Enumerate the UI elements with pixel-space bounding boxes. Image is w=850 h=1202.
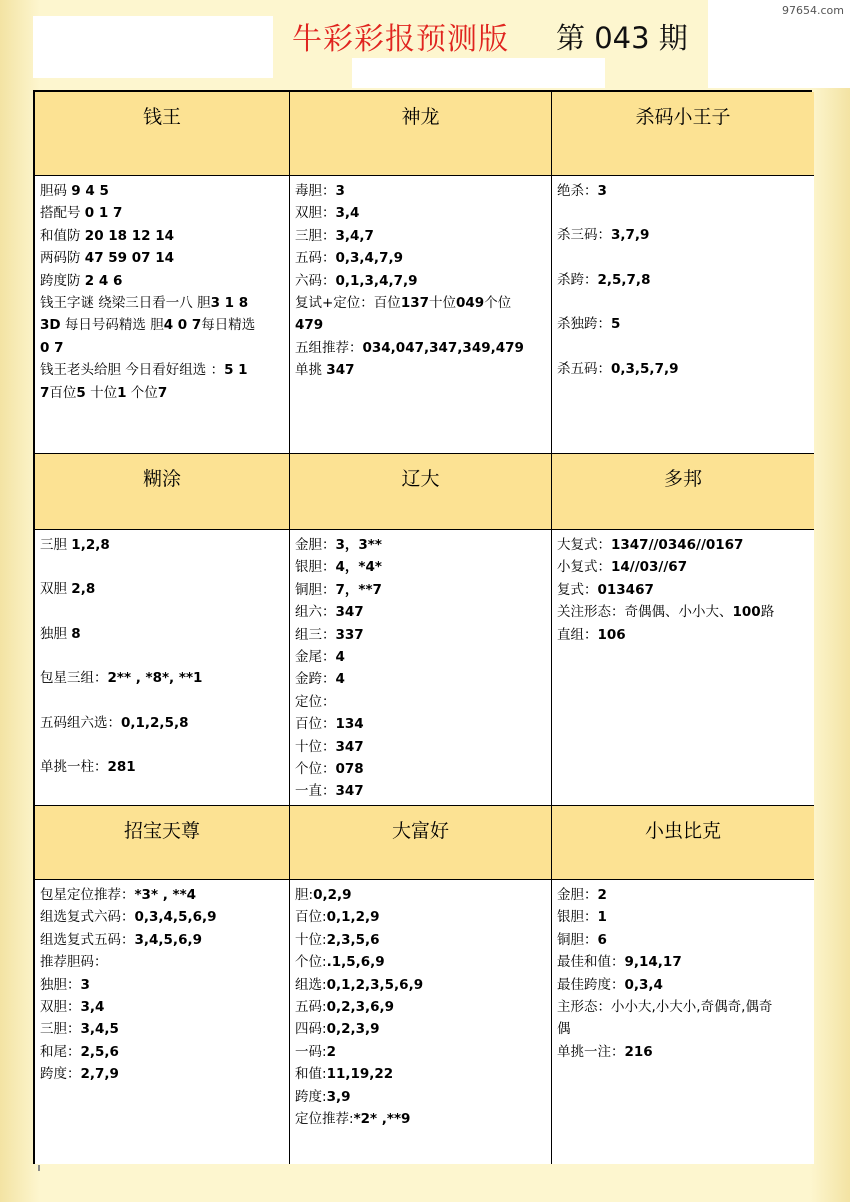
prediction-line [40,202,285,224]
prediction-line [295,579,547,601]
blank-patch-center [352,58,605,88]
line-value: 3,4,7 [335,227,374,244]
line-value: 3,9 [326,1088,351,1105]
line-label: 包星三组： [40,670,108,687]
line-label: 搭配号 [40,205,85,222]
prediction-line [295,884,547,906]
prediction-line [40,623,285,645]
line-value: 0,2,3,6,9 [326,999,395,1016]
line-label: 最佳和值： [557,954,625,971]
line-label: 十位: [295,931,327,948]
prediction-line [295,929,547,951]
line-value: 7，**7 [335,581,382,598]
line-label: 组选: [295,976,327,993]
line-value: 0,2,9 [313,887,352,903]
line-value: 2,3,5,6 [326,931,380,948]
line-label: 主形态：小小大,小大小,奇偶奇,偶奇 [557,999,773,1016]
section-header: 钱王 [35,92,290,176]
prediction-line [295,974,547,996]
line-label: 和值: [295,1066,327,1083]
line-label: 两码防 [40,250,85,267]
prediction-line [295,1063,547,1085]
line-value: 0,3,4,7,9 [335,250,403,267]
line-value: *2* ,**9 [353,1111,411,1128]
line-label: 双胆 [40,581,72,598]
line-label: 铜胆： [557,931,598,948]
section-body [552,530,814,806]
prediction-table [33,90,812,1164]
prediction-line [40,382,285,404]
line-label: 金尾： [295,649,336,666]
line-value: 5 [76,384,86,401]
line-label: 胆: [295,887,314,903]
line-value: 9 4 5 [71,183,109,199]
line-label: 十位： [295,738,336,755]
prediction-line [40,929,285,951]
line-value: 3,4 [80,999,105,1016]
prediction-line [295,601,547,623]
prediction-line [40,667,285,689]
line-value: 0,1,2,5,8 [121,714,189,731]
prediction-line [40,180,285,202]
prediction-line [40,578,285,600]
line-label: 金胆： [557,887,598,903]
line-value: 0,1,2,9 [326,909,380,926]
prediction-line [295,180,547,202]
line-label: 单挑一柱： [40,759,108,776]
prediction-line [295,906,547,928]
line-label: 一码: [295,1043,327,1060]
line-value: 2,5,7,8 [597,271,651,288]
line-value: 106 [597,626,626,643]
line-label: 最佳跨度： [557,976,625,993]
prediction-line [295,359,547,381]
line-label: 三胆： [40,1021,81,1038]
prediction-line [295,1108,547,1130]
line-label: 五码: [295,999,327,1016]
line-label: 胆码 [40,183,72,199]
line-label: 十位 [429,295,456,312]
line-value: 6 [597,931,607,948]
line-value: 2,5,6 [80,1043,119,1060]
line-value: 078 [335,761,364,778]
line-label: 钱王老头给胆 今日看好组选 ： [40,362,225,379]
prediction-line [295,780,547,802]
line-label: 四码: [295,1021,327,1038]
line-value: 0 7 [40,339,64,356]
prediction-line [295,270,547,292]
line-value: 3,4,5,6,9 [134,931,202,948]
section-header: 糊涂 [35,454,290,530]
line-value: 3D [40,317,61,334]
prediction-line [557,1018,810,1040]
prediction-line [557,556,810,578]
line-label: 复试+定位：百位 [295,295,401,312]
section-body [552,176,814,454]
prediction-line [40,906,285,928]
line-value: 2 [597,887,607,903]
margin-mark [38,1165,40,1171]
line-label: 钱王字谜 绕梁三日看一八 胆 [40,295,211,312]
line-value: 2 [326,1043,336,1060]
section-body [552,880,814,1164]
prediction-line [295,556,547,578]
line-label: 十位 [85,384,118,401]
line-spacer [40,690,285,712]
prediction-line [557,624,810,646]
line-value: 2,7,9 [80,1066,119,1083]
line-value: 4 [335,649,345,666]
line-label: 跨度防 [40,272,85,289]
line-label: 组六： [295,604,336,621]
line-label: 三胆： [295,227,336,244]
line-label: 铜胆： [295,581,336,598]
line-spacer [40,645,285,667]
line-label: 推荐胆码： [40,954,108,971]
line-value: 137 [400,295,429,312]
line-label: 和尾： [40,1043,81,1060]
section-header: 多邦 [552,454,814,530]
line-value: 4 0 7 [163,317,202,334]
prediction-line [40,225,285,247]
line-value: 3,4 [335,205,360,222]
line-value: 14//03//67 [611,559,688,576]
line-label: 组三： [295,626,336,643]
section-body [35,176,290,454]
line-value: 100 [732,604,761,621]
line-label: 单挑一注： [557,1043,625,1060]
line-label: 百位 [49,384,77,401]
line-value: 337 [335,626,364,643]
prediction-line [557,180,810,202]
blank-patch-left [33,16,273,78]
line-label: 复式： [557,581,598,598]
line-label: 包星定位推荐： [40,887,135,903]
prediction-line [40,359,285,381]
prediction-line [40,534,285,556]
issue-number: 第 043 期 [556,21,688,55]
line-value: 347 [335,604,364,621]
prediction-line [295,1018,547,1040]
line-label: 百位： [295,716,336,733]
prediction-line [557,1041,810,1063]
line-value: 0,3,4,5,6,9 [134,909,217,926]
line-label: 独胆： [40,976,81,993]
prediction-line [557,224,810,246]
line-label: 个位 [484,295,512,312]
prediction-line [295,624,547,646]
line-value: 47 59 07 14 [84,250,175,267]
prediction-line [40,1018,285,1040]
prediction-line [295,247,547,269]
line-label: 每日号码精选 胆 [60,317,164,334]
line-value: 013467 [597,581,654,598]
line-value: 2** , *8*, **1 [107,670,203,687]
line-value: 479 [295,317,324,334]
prediction-line [295,996,547,1018]
line-label: 银胆： [557,909,598,926]
line-value: 9,14,17 [624,954,682,971]
line-spacer [557,291,810,313]
prediction-line [40,1041,285,1063]
line-label: 独胆 [40,625,72,642]
line-spacer [40,601,285,623]
section-body [35,530,290,806]
line-value: 216 [624,1043,653,1060]
line-label: 杀独跨： [557,316,611,333]
prediction-line [557,534,810,556]
prediction-line [295,668,547,690]
line-label: 五码组六选： [40,714,121,731]
line-label: 双胆： [295,205,336,222]
line-label: 五码： [295,250,336,267]
line-value: 347 [335,783,364,800]
prediction-line [557,929,810,951]
section-header: 神龙 [290,92,552,176]
section-header: 招宝天尊 [35,806,290,880]
prediction-line [40,247,285,269]
line-label: 每日精选 [201,317,256,334]
line-label: 跨度: [295,1088,327,1105]
line-label: 一直： [295,783,336,800]
line-label: 小复式： [557,559,611,576]
section-header: 杀码小王子 [552,92,814,176]
line-label: 绝杀： [557,183,598,199]
line-label: 关注形态：奇偶偶、小小大、 [557,604,733,621]
prediction-line [40,1063,285,1085]
line-label: 三胆 [40,537,72,553]
line-value: *3* , **4 [134,887,197,903]
prediction-line [40,314,285,336]
line-value: 11,19,22 [326,1066,394,1083]
line-spacer [557,247,810,269]
prediction-line [40,884,285,906]
prediction-line [40,292,285,314]
prediction-line [40,996,285,1018]
line-spacer [40,734,285,756]
prediction-line [295,713,547,735]
line-value: 0,3,4 [624,976,663,993]
line-label: 路 [760,604,775,621]
line-label: 毒胆： [295,183,336,199]
prediction-line [295,646,547,668]
prediction-line [295,337,547,359]
section-body [290,530,552,806]
line-value: 0,3,5,7,9 [611,360,679,377]
section-body [35,880,290,1164]
prediction-line [295,758,547,780]
line-label: 大复式： [557,537,611,553]
line-value: 20 18 12 14 [84,227,175,244]
line-value: 3 [335,183,345,199]
line-value: 5 [611,316,621,333]
section-header: 辽大 [290,454,552,530]
prediction-line [40,951,285,973]
line-value: 8 [71,625,81,642]
line-value: 3 [80,976,90,993]
line-label: 组选复式六码： [40,909,135,926]
prediction-line [40,974,285,996]
line-label: 个位 [126,384,158,401]
prediction-line [557,269,810,291]
line-value: 1347//0346//0167 [611,537,744,553]
prediction-line [295,1086,547,1108]
line-label: 五组推荐： [295,339,363,356]
prediction-line [557,313,810,335]
line-label: 定位推荐: [295,1111,354,1128]
line-label: 个位: [295,954,327,971]
prediction-line [40,712,285,734]
prediction-line [40,337,285,359]
prediction-line [40,756,285,778]
line-value: 0 1 7 [84,205,123,222]
line-value: 7 [40,384,50,401]
prediction-line [295,225,547,247]
line-label: 双胆： [40,999,81,1016]
line-value: 3,4,5 [80,1021,119,1038]
line-value: 1,2,8 [71,537,110,553]
line-label: 组选复式五码： [40,931,135,948]
prediction-line [557,884,810,906]
line-label: 杀五码： [557,360,611,377]
site-watermark: 97654.com [782,4,844,17]
line-value: 4 [335,671,345,688]
line-value: 281 [107,759,136,776]
prediction-line [295,314,547,336]
line-label: 杀跨： [557,271,598,288]
prediction-line [295,691,547,713]
line-value: .1,5,6,9 [326,954,385,971]
line-value: 0,2,3,9 [326,1021,380,1038]
line-value: 5 1 [224,362,248,379]
line-value: 347 [335,738,364,755]
line-label: 个位： [295,761,336,778]
line-value: 7 [157,384,168,401]
page-title: 牛彩彩报预测版 [292,22,509,57]
line-label: 金跨： [295,671,336,688]
line-label: 六码： [295,272,336,289]
prediction-line [295,534,547,556]
line-value: 0,1,2,3,5,6,9 [326,976,424,993]
prediction-line [295,951,547,973]
line-spacer [557,202,810,224]
line-label: 百位: [295,909,327,926]
prediction-line [557,601,810,623]
section-header: 小虫比克 [552,806,814,880]
line-value: 4，*4* [335,559,382,576]
line-label: 定位： [295,693,336,710]
prediction-line [295,202,547,224]
prediction-line [557,358,810,380]
line-value: 0,1,3,4,7,9 [335,272,418,289]
section-body [290,880,552,1164]
prediction-line [557,906,810,928]
prediction-line [295,1041,547,1063]
prediction-line [557,974,810,996]
line-spacer [557,336,810,358]
prediction-line [557,579,810,601]
prediction-line [40,270,285,292]
line-label: 金胆： [295,537,336,553]
section-header: 大富好 [290,806,552,880]
line-value: 3 1 8 [210,295,249,312]
line-label: 跨度： [40,1066,81,1083]
line-label: 直组： [557,626,598,643]
line-label: 和值防 [40,227,85,244]
prediction-line [295,736,547,758]
line-value: 3,7,9 [611,227,650,244]
line-label: 杀三码： [557,227,611,244]
line-value: 2 4 6 [84,272,123,289]
line-spacer [40,556,285,578]
prediction-line [295,292,547,314]
line-value: 2,8 [71,581,96,598]
line-value: 034,047,347,349,479 [362,339,524,356]
line-value: 049 [456,295,485,312]
prediction-line [557,996,810,1018]
line-value: 347 [326,362,355,379]
line-value: 134 [335,716,364,733]
line-value: 1 [117,384,127,401]
line-label: 银胆： [295,559,336,576]
section-body [290,176,552,454]
line-value: 1 [597,909,607,926]
prediction-line [557,951,810,973]
line-value: 3 [597,183,607,199]
line-label: 偶 [557,1021,571,1038]
line-value: 3，3** [335,537,382,553]
line-label: 单挑 [295,362,327,379]
